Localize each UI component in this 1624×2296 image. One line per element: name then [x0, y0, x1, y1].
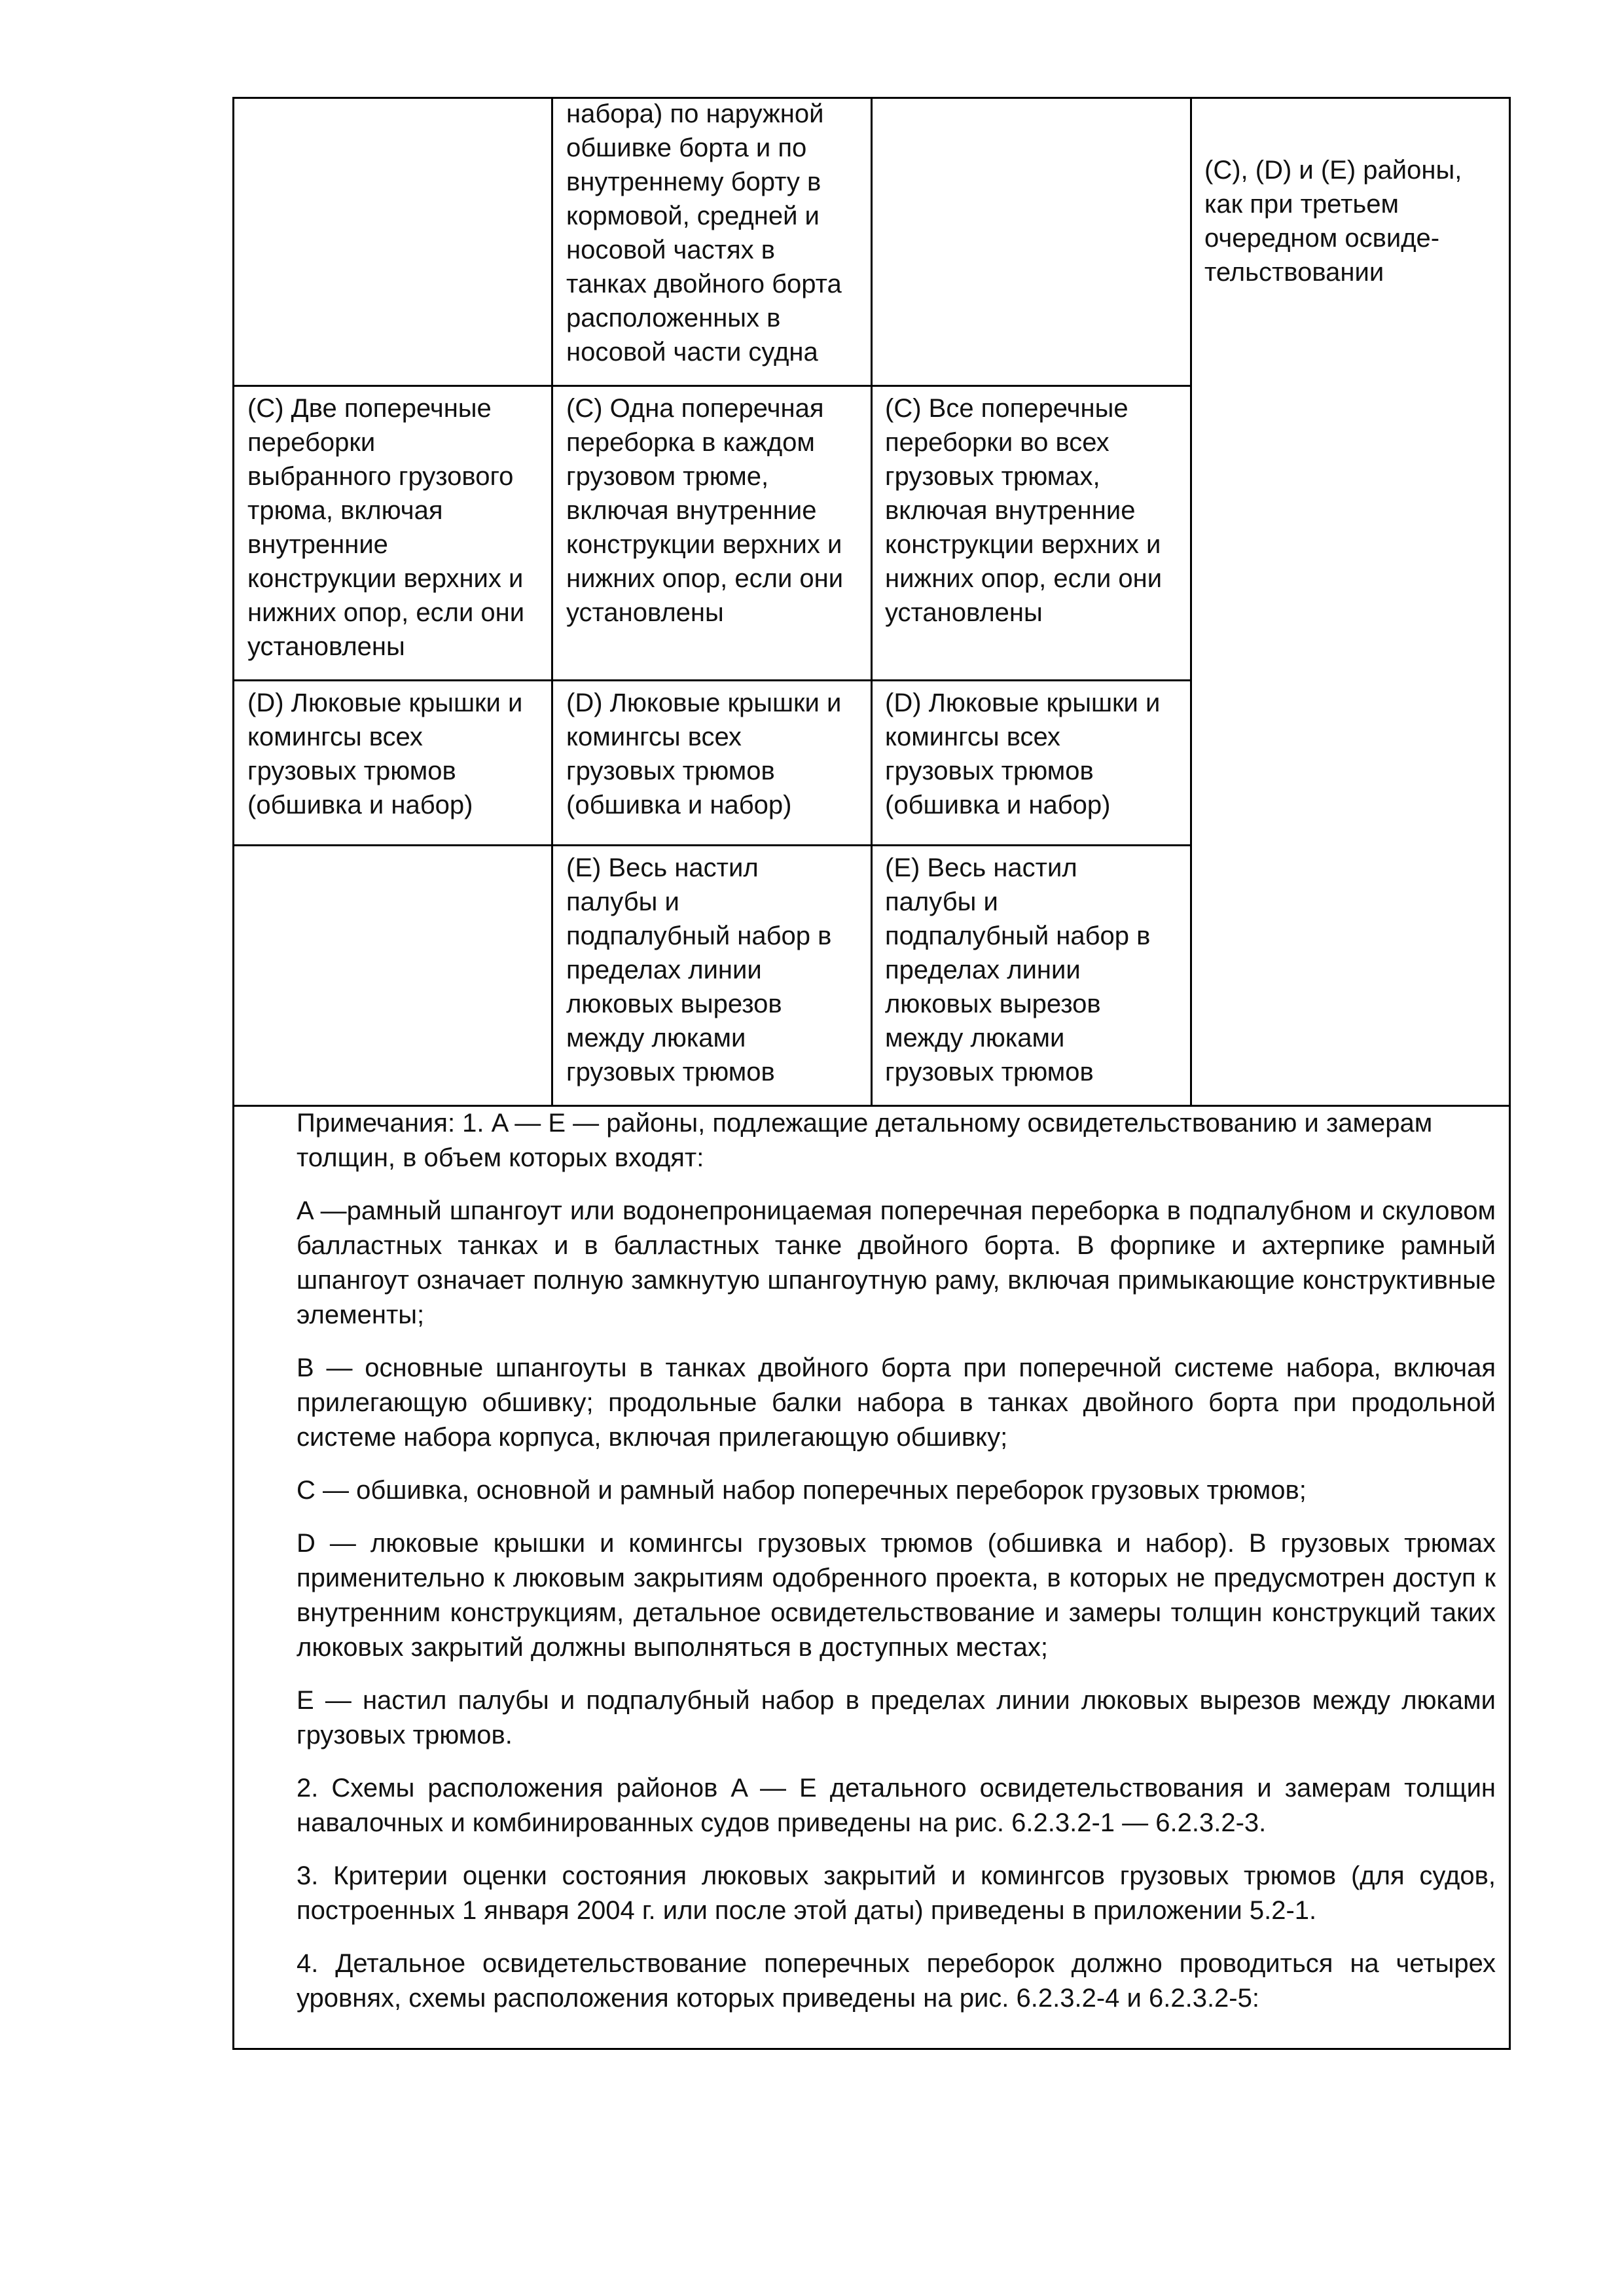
note-2: 2. Схемы расположения районов A — E детального освидетельствования и замерам толщин навалочных и комбинированных судов приведены на рис. 6.2.3.2-1 — 6.2.3.2-3.: [297, 1774, 1496, 1837]
row-divider-3: [232, 844, 1192, 846]
notes-section: [297, 1106, 1496, 2034]
col-divider-1: [551, 97, 553, 1106]
note-4: 4. Детальное освидетельствование поперечных переборок должно проводиться на четырех уровнях, схемы расположения которых приведены на рис. 6.2.3.2-4 и 6.2.3.2-5:: [297, 1949, 1496, 2013]
cell-r2-c2: (C) Одна поперечная переборка в каждом грузовом трюме, включая внутренние конструкции верхних и нижних опор, если они установлены: [566, 394, 844, 627]
cell-r4-c2: (E) Весь настил палубы и подпалубный набор в пределах линии люковых вырезов между люками грузовых трюмов: [566, 853, 832, 1086]
note-area-e: E — настил палубы и подпалубный набор в пределах линии люковых вырезов между люками грузовых трюмов.: [297, 1686, 1496, 1749]
note-area-c: C — обшивка, основной и рамный набор поперечных переборок грузовых трюмов;: [297, 1476, 1307, 1505]
note-3: 3. Критерии оценки состояния люковых закрытий и комингсов грузовых трюмов (для судов, построенных 1 января 2004 г. или после этой даты) приведены в приложении 5.2-1.: [297, 1861, 1496, 1925]
note-area-a: A —рамный шпангоут или водонепроницаемая поперечная переборка в подпалубном и скуловом балластных танках и в балластных танке двойного борта. В форпике и ахтерпике рамный шпангоут означает полную замкнутую шпангоутную раму, включая примыкающие конструктивные элементы;: [297, 1196, 1496, 1329]
cell-r3-c3: (D) Люковые крышки и комингсы всех грузовых трюмов (обшивка и набор): [885, 689, 1161, 819]
cell-r1-c2: набора) по наружной обшивке борта и по внутреннему борту в кормовой, средней и носовой частях в танках двойного борта расположенных в носовой части судна: [566, 99, 842, 367]
note-area-b: B — основные шпангоуты в танках двойного борта при поперечной системе набора, включая прилегающую обшивку; продольные балки набора в танках двойного борта при продольной системе набора корпуса, включая прилегающую обшивку;: [297, 1354, 1496, 1452]
cell-r2-c1: (C) Две поперечные переборки выбранного грузового трюма, включая внутренние конструкции верхних и нижних опор, если они установлены: [247, 394, 525, 661]
notes-intro: Примечания: 1. A — E — районы, подлежащие детальному освидетельствованию и замерам толщин, в объем которых входят:: [297, 1109, 1433, 1172]
cell-r3-c2: (D) Люковые крышки и комингсы всех грузовых трюмов (обшивка и набор): [566, 689, 842, 819]
row-divider-1: [232, 385, 1192, 387]
note-area-d: D — люковые крышки и комингсы грузовых трюмов (обшивка и набор). В грузовых трюмах применительно к люковым закрытиям одобренного проекта, в которых не предусмотрен доступ к внутренним конструкциям, детальное освидетельствование и замеры толщин конструкций таких люковых закрытий должны выполняться в доступных местах;: [297, 1529, 1496, 1662]
cell-r2-c3: (C) Все поперечные переборки во всех грузовых трюмах, включая внутренние конструкции верхних и нижних опор, если они установлены: [885, 394, 1163, 627]
col-divider-2: [871, 97, 873, 1106]
col-divider-3: [1190, 97, 1192, 1106]
cell-r1-c4: (C), (D) и (E) районы, как при третьем очередном освиде- тельствовании: [1204, 156, 1462, 287]
cell-r3-c1: (D) Люковые крышки и комингсы всех грузовых трюмов (обшивка и набор): [247, 689, 523, 819]
cell-r4-c3: (E) Весь настил палубы и подпалубный набор в пределах линии люковых вырезов между люками грузовых трюмов: [885, 853, 1151, 1086]
row-divider-2: [232, 679, 1192, 681]
